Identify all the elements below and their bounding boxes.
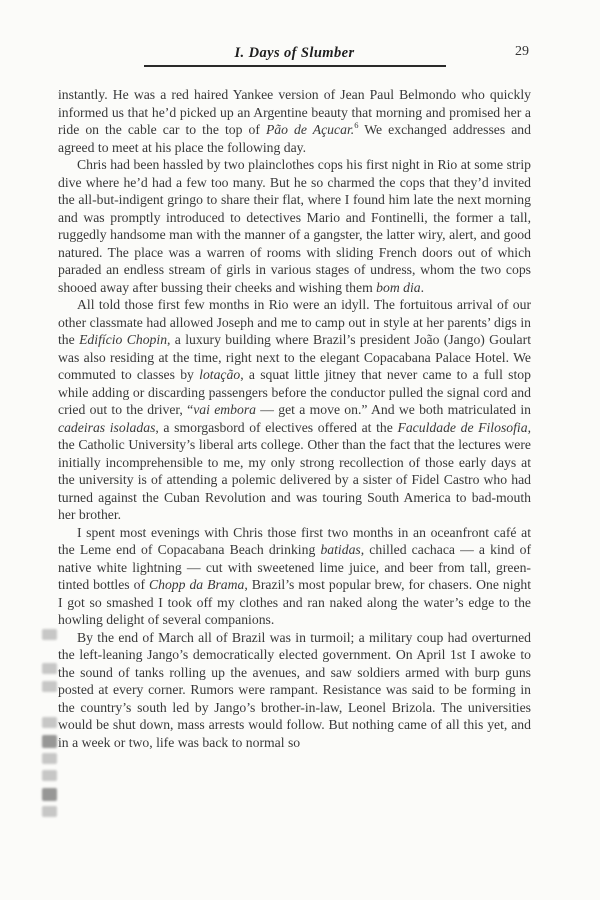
header-rule (144, 65, 446, 67)
italic-phrase: Pão de Açucar. (265, 122, 355, 137)
paragraph (58, 524, 531, 629)
text-run: We exchanged addresses and agreed to meet at his place the following day. (58, 122, 531, 155)
text-run: Chris had been hassled by two plainclothes cops his first night in Rio at some strip dive where he’d had a few too many. But he so charmed the cops that they’d invited the all-but-indigent gringo to share their flat, where I found him late the next morning and was promptly introduced to detectives Mario and Fontinelli, the former a tall, ruggedly handsome man with the manner of a gangster, the latter wiry, alert, and good natured. The place was a warren of rooms with sliding French doors out of which paraded an endless stream of girls in various stages of undress, whom the two cops shooed away after bussing their cheeks and wishing them (58, 157, 531, 295)
scan-shadow-mark (42, 717, 57, 728)
text-run: — get a move on.” And we both matriculated in (256, 402, 531, 417)
scan-shadow-mark (42, 629, 57, 640)
text-run: instantly. He was a red haired Yankee version of Jean Paul Belmondo who quickly informed us that he’d picked up an Argentine beauty that morning and promised her a ride on the cable car to the top of (58, 87, 531, 137)
italic-phrase: Edifício Chopin (79, 332, 168, 347)
paragraph (58, 296, 531, 524)
text-run: , a luxury building where Brazil’s president João (Jango) Goulart was also residing at the time, right next to the elegant Copacabana Palace Hotel. We commuted to classes by (58, 332, 531, 382)
italic-phrase: cadeiras isoladas (58, 419, 156, 435)
text-run: By the end of March all of Brazil was in turmoil; a military coup had overturned the left-leaning Jango’s democratically elected government. On April 1st I awoke to the sound of tanks rolling up the avenues, and saw soldiers armed with burp guns posted at every corner. Rumors were rampant. Resistance was said to be forming in the country’s south led by Jango’s brother-in-law, Leonel Brizola. The universities would be shut down, mass arrests would follow. But nothing came of all this yet, and in a week or two, life was back to normal so (58, 629, 531, 750)
scan-shadow-mark (42, 806, 57, 817)
text-run: , a smorgasbord of electives offered at the (155, 419, 398, 435)
italic-phrase: Chopp da Brama (148, 577, 245, 592)
text-run: I spent most evenings with Chris those first two months in an oceanfront café at the Leme end of Copacabana Beach drinking (58, 524, 531, 557)
text-run: , Brazil’s most popular brew, for chasers. One night I got so smashed I took off my clothes and ran naked along the water’s edge to the howling delight of several companions. (58, 577, 532, 627)
italic-phrase: vai embora (193, 402, 257, 417)
italic-phrase: batidas (320, 542, 361, 557)
page-number: 29 (515, 44, 529, 59)
chapter-title: I. Days of Slumber (234, 45, 355, 61)
scan-shadow-mark (42, 788, 57, 801)
page-body (58, 86, 531, 751)
text-run: All told those first few months in Rio were an idyll. The fortuitous arrival of our other classmate had allowed Joseph and me to camp out in style at her parents’ digs in the (58, 297, 531, 347)
italic-phrase: lotação (199, 367, 241, 382)
text-run: , the Catholic University’s liberal arts college. Other than the fact that the lectures were initially incomprehensible to me, my only strong recollection of those early days at the university is of attending a polemic delivered by a sister of Fidel Castro who had turned against the Cuban Revolution and was touring South America to bad-mouth her brother. (58, 419, 531, 522)
paragraph (58, 156, 531, 296)
paragraph (58, 629, 531, 752)
text-run: , a squat little jitney that never came to a full stop while adding or discarding passengers before the conductor pulled the signal cord and cried out to the driver, “ (58, 367, 531, 417)
italic-phrase: Faculdade de Filosofia (397, 419, 528, 435)
scan-shadow-mark (42, 663, 57, 674)
scan-shadow-mark (42, 770, 57, 781)
paragraph (58, 86, 531, 156)
text-run: . (420, 279, 425, 295)
footnote-marker: 6 (354, 120, 359, 130)
scan-shadow-mark (42, 753, 57, 764)
scan-shadow-mark (42, 735, 57, 748)
scan-shadow-mark (42, 681, 57, 692)
italic-phrase: bom dia (376, 279, 421, 295)
text-run: , chilled cachaca — a kind of native white lightning — cut with sweetened lime juice, and beer from tall, green-tinted bottles of (58, 542, 531, 592)
page-header (58, 44, 531, 67)
